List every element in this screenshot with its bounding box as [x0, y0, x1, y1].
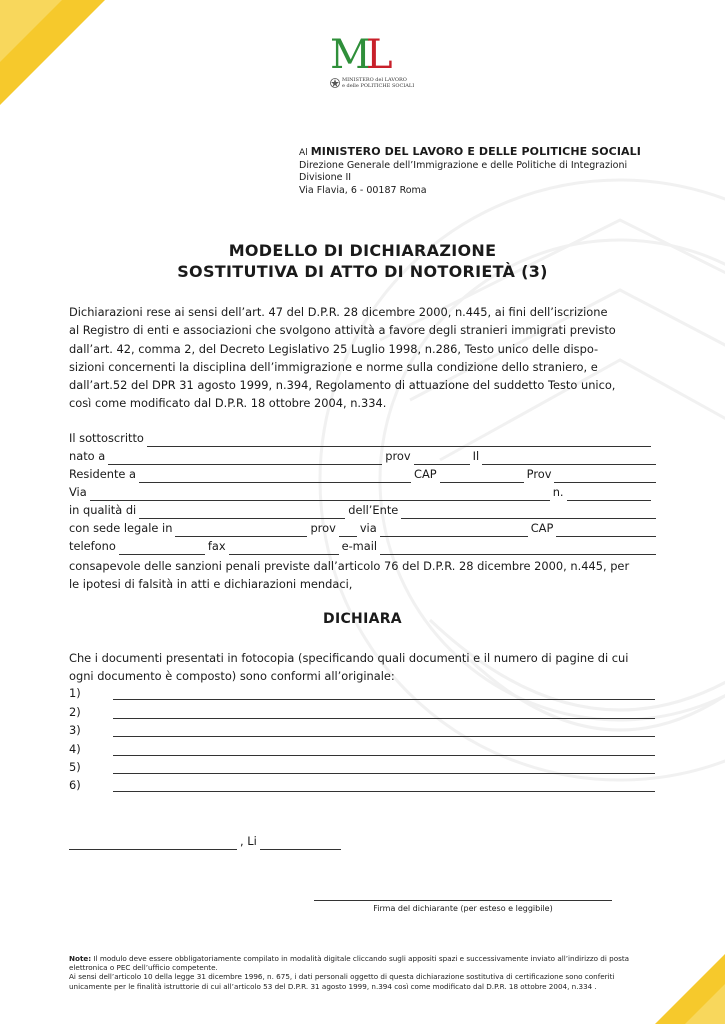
firma-caption: Firma del dichiarante (per esteso e leggibile)	[373, 904, 553, 913]
documents-intro-line1: Che i documenti presentati in fotocopia (specificando quali documenti e il numero di pagine di cui	[69, 651, 629, 665]
document-item	[69, 686, 655, 700]
row-contatti	[69, 537, 659, 555]
label-ente: dell’Ente	[348, 503, 399, 517]
label-fax: fax	[207, 539, 226, 553]
address-line3: Via Flavia, 6 - 00187 Roma	[299, 184, 427, 196]
cap-residenza-field[interactable]	[440, 470, 524, 483]
document-item-field[interactable]	[113, 707, 655, 719]
row-luogo-data	[69, 832, 344, 850]
label-numero: n.	[552, 485, 564, 499]
logo-line1: MINISTERO del LAVORO	[342, 77, 407, 83]
label-residente: Residente a	[69, 467, 137, 481]
document-item-field[interactable]	[113, 762, 655, 774]
intro-paragraph	[69, 303, 659, 413]
document-title	[0, 240, 725, 282]
sottoscritto-field[interactable]	[147, 434, 651, 447]
address-line1: Direzione Generale dell’Immigrazione e delle Politiche di Integrazioni	[299, 159, 628, 171]
label-cap-sede: CAP	[530, 521, 554, 535]
row-residenza	[69, 465, 659, 483]
document-item-number: 1)	[69, 686, 81, 700]
label-email: e-mail	[341, 539, 378, 553]
intro-line: al Registro di enti e associazioni che svolgono attività a favore degli stranieri immigrati previsto	[69, 323, 616, 338]
documents-intro-line2: ogni documento è composto) sono conformi all’originale:	[69, 669, 395, 684]
row-sede	[69, 519, 659, 537]
document-item-number: 5)	[69, 760, 81, 774]
sede-legale-field[interactable]	[175, 524, 307, 537]
republic-star-icon	[330, 77, 340, 89]
document-item-field[interactable]	[113, 688, 655, 700]
prov-nascita-field[interactable]	[414, 452, 470, 465]
via-field[interactable]	[90, 488, 550, 501]
label-telefono: telefono	[69, 539, 116, 553]
ministry-logo	[330, 32, 414, 89]
label-qualita: in qualità di	[69, 503, 137, 517]
ministry-name: MINISTERO DEL LAVORO E DELLE POLITICHE SOCIALI	[310, 145, 641, 158]
intro-line: Dichiarazioni rese ai sensi dell’art. 47 del D.P.R. 28 dicembre 2000, n.445, ai fini dell’iscrizione	[69, 305, 608, 319]
note-text2: Ai sensi dell’articolo 10 della legge 31 dicembre 1996, n. 675, i dati personali oggetto di questa dichiarazione sostitutiva di certificazione sono conferiti unicamente per le finalità istruttorie di cui all’articolo 53 del D.P.R. 31 agosto 1999, n.394 così come modificato dal D.P.R. 18 ottobre 2004, n.334 .	[69, 972, 615, 991]
document-item-number: 2)	[69, 705, 81, 719]
row-sottoscritto	[69, 429, 659, 447]
document-item-number: 3)	[69, 723, 81, 737]
intro-line: dall’art. 42, comma 2, del Decreto Legislativo 25 Luglio 1998, n.286, Testo unico delle dispo-	[69, 341, 599, 356]
label-sede: con sede legale in	[69, 521, 173, 535]
label-prov-sede: prov	[310, 521, 336, 535]
label-cap: CAP	[414, 467, 437, 481]
recipient-address	[299, 146, 641, 197]
firma-field[interactable]	[314, 900, 612, 901]
label-via: Via	[69, 485, 87, 499]
document-item	[69, 760, 655, 774]
logo-line2: e delle POLITICHE SOCIALI	[342, 83, 415, 89]
consapevole-line2: le ipotesi di falsità in atti e dichiarazioni mendaci,	[69, 577, 353, 592]
qualita-field[interactable]	[139, 506, 345, 519]
prov-residenza-field[interactable]	[554, 470, 656, 483]
address-prefix: Al	[299, 148, 308, 158]
label-sottoscritto: Il sottoscritto	[69, 431, 144, 445]
address-line2: Divisione II	[299, 172, 352, 183]
intro-line: dall’art.52 del DPR 31 agosto 1999, n.394, Regolamento di attuazione del suddetto Testo unico,	[69, 378, 616, 393]
footer-note	[69, 954, 659, 991]
label-il: Il	[472, 449, 480, 463]
label-prov-residenza: Prov	[526, 467, 552, 481]
consapevole-text	[69, 557, 659, 594]
row-via	[69, 483, 659, 501]
label-li: , Li	[240, 834, 257, 848]
data-field[interactable]	[260, 837, 341, 850]
fax-field[interactable]	[229, 542, 339, 555]
via-sede-field[interactable]	[380, 524, 528, 537]
document-item-field[interactable]	[113, 725, 655, 737]
document-item-number: 4)	[69, 742, 81, 756]
ml-logo-icon	[330, 32, 394, 72]
numero-civico-field[interactable]	[567, 488, 651, 501]
title-line2: SOSTITUTIVA DI ATTO DI NOTORIETÀ (3)	[177, 262, 548, 281]
ente-field[interactable]	[401, 506, 656, 519]
prov-sede-field[interactable]	[339, 524, 357, 537]
dichiara-heading: DICHIARA	[323, 611, 402, 627]
corner-decoration-bottom-right-inner	[685, 984, 725, 1024]
label-nato: nato a	[69, 449, 106, 463]
telefono-field[interactable]	[119, 542, 205, 555]
cap-sede-field[interactable]	[556, 524, 656, 537]
email-field[interactable]	[380, 542, 656, 555]
document-item	[69, 778, 655, 792]
data-nascita-field[interactable]	[482, 452, 656, 465]
document-item-number: 6)	[69, 778, 81, 792]
luogo-nascita-field[interactable]	[108, 452, 382, 465]
title-line1: MODELLO DI DICHIARAZIONE	[228, 241, 497, 260]
row-qualita	[69, 501, 659, 519]
document-item	[69, 723, 655, 737]
label-via-sede: via	[359, 521, 377, 535]
row-nascita	[69, 447, 659, 465]
document-item	[69, 742, 655, 756]
document-item-field[interactable]	[113, 780, 655, 792]
document-item-field[interactable]	[113, 744, 655, 756]
label-prov: prov	[385, 449, 411, 463]
corner-decoration-top-left-inner	[0, 0, 62, 62]
residenza-field[interactable]	[139, 470, 411, 483]
note-label: Note:	[69, 954, 92, 963]
consapevole-line1: consapevole delle sanzioni penali previste dall’articolo 76 del D.P.R. 28 dicembre 2000, n.445, per	[69, 559, 630, 573]
logo-letter-l: L	[366, 32, 393, 72]
document-item	[69, 705, 655, 719]
intro-line: sizioni concernenti la disciplina dell’immigrazione e norme sulla condizione dello straniero, e	[69, 359, 598, 374]
documents-intro	[69, 649, 659, 686]
intro-line: così come modificato dal D.P.R. 18 ottobre 2004, n.334.	[69, 396, 387, 411]
logo-letter-m: M	[330, 32, 371, 72]
note-text1: Il modulo deve essere obbligatoriamente compilato in modalità digitale cliccando sugli appositi spazi e successivamente inviato all’indirizzo di posta elettronica o PEC dell’ufficio competente.	[69, 954, 630, 973]
luogo-field[interactable]	[69, 837, 237, 850]
